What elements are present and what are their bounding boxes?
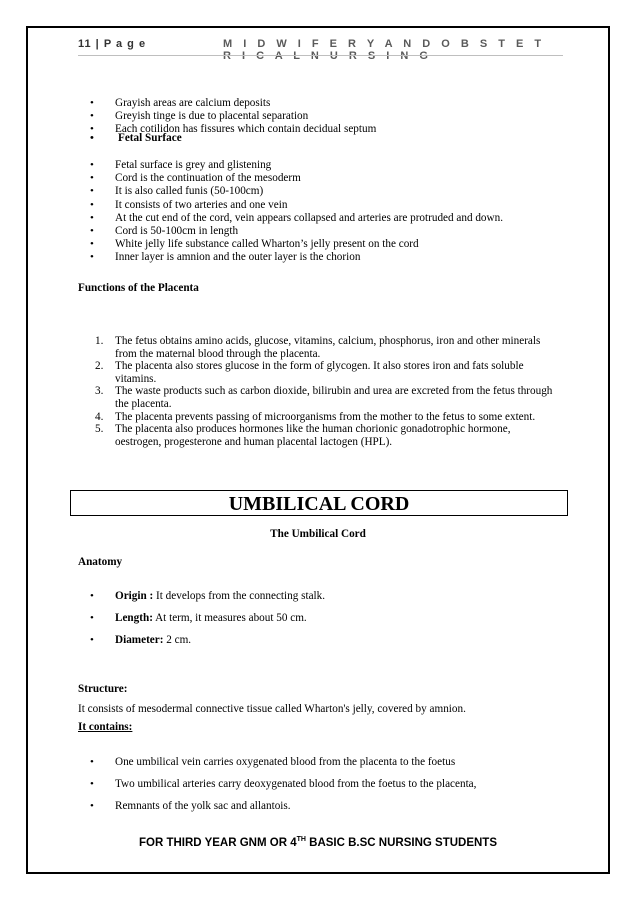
contains-heading: It contains: [78, 721, 133, 733]
list-item: • Remnants of the yolk sac and allantois. [90, 800, 476, 813]
list-item: • White jelly life substance called Wharton’s jelly present on the cord [90, 238, 503, 251]
anatomy-heading: Anatomy [78, 556, 123, 568]
list-item [90, 612, 325, 625]
page-footer [26, 836, 610, 849]
umbilical-subtitle: The Umbilical Cord [270, 528, 366, 540]
anatomy-list [90, 590, 325, 656]
footer-text: FOR THIRD YEAR GNM OR 4 [139, 836, 297, 849]
fetal-surface-list [90, 159, 503, 265]
list-item: • It consists of two arteries and one vein [90, 199, 503, 212]
list-item: • Fetal surface is grey and glistening [90, 159, 503, 172]
list-item: • One umbilical vein carries oxygenated blood from the placenta to the foetus [90, 756, 476, 769]
anatomy-text: At term, it measures about 50 cm. [152, 612, 307, 624]
fetal-surface-heading: • Fetal Surface [90, 132, 182, 145]
footer-superscript: TH [296, 836, 306, 843]
page-number: 11 | P a g e [78, 38, 147, 50]
functions-heading: Functions of the Placenta [78, 282, 199, 294]
header-rule [78, 55, 563, 56]
fetal-surface-heading-list [90, 132, 182, 145]
page-border [26, 26, 610, 874]
umbilical-cord-banner: UMBILICAL CORD [70, 490, 568, 516]
maternal-surface-list [90, 97, 376, 137]
running-title: M I D W I F E R Y A N D O B S T E T R I C A L N U R S I N G [223, 38, 546, 62]
contains-list [90, 756, 476, 822]
list-item [90, 590, 325, 603]
functions-list [90, 335, 560, 448]
list-item: • Two umbilical arteries carry deoxygenated blood from the foetus to the placenta, [90, 778, 476, 791]
anatomy-text: It develops from the connecting stalk. [153, 590, 326, 602]
item-number: 2. [95, 360, 104, 373]
list-item: • Inner layer is amnion and the outer layer is the chorion [90, 251, 503, 264]
structure-heading: Structure: [78, 683, 128, 695]
item-line: oestrogen, progesterone and human placental lactogen (HPL). [115, 435, 393, 448]
item-line: The fetus obtains amino acids, glucose, vitamins, calcium, phosphorus, iron and other minerals [115, 335, 541, 347]
item-line: vitamins. [115, 372, 157, 385]
list-item [90, 423, 560, 448]
list-item [90, 634, 325, 647]
list-item [90, 335, 560, 360]
list-item [90, 385, 560, 410]
anatomy-text: 2 cm. [163, 634, 192, 646]
item-number: 5. [95, 423, 104, 436]
page-header [78, 38, 563, 62]
item-line: the placenta. [115, 397, 172, 410]
list-item: • Each cotilidon has fissures which contain decidual septum [90, 123, 376, 136]
list-item: • Grayish areas are calcium deposits [90, 97, 376, 110]
anatomy-label: Origin : [115, 590, 154, 602]
item-line: The placenta also stores glucose in the form of glycogen. It also stores iron and fats soluble [115, 360, 524, 373]
list-item: • At the cut end of the cord, vein appears collapsed and arteries are protruded and down. [90, 212, 503, 225]
item-number: 3. [95, 385, 104, 398]
list-item: • Greyish tinge is due to placental separation [90, 110, 376, 123]
item-line: from the maternal blood through the placenta. [115, 347, 321, 360]
list-item: • It is also called funis (50-100cm) [90, 185, 503, 198]
list-item: • Cord is 50-100cm in length [90, 225, 503, 238]
anatomy-label: Length: [115, 612, 153, 624]
list-item [90, 411, 560, 424]
item-number: 4. [95, 410, 104, 423]
structure-text: It consists of mesodermal connective tissue called Wharton's jelly, covered by amnion. [78, 703, 466, 715]
anatomy-label: Diameter: [115, 634, 164, 646]
footer-text: BASIC B.SC NURSING STUDENTS [305, 836, 497, 849]
item-number: 1. [95, 335, 104, 347]
item-line: The waste products such as carbon dioxide, bilirubin and urea are excreted from the fetus through [115, 385, 553, 398]
item-line: The placenta also produces hormones like the human chorionic gonadotrophic hormone, [115, 423, 511, 436]
list-item: • Cord is the continuation of the mesoderm [90, 172, 503, 185]
item-line: The placenta prevents passing of microorganisms from the mother to the fetus to some extent. [115, 410, 536, 423]
list-item [90, 360, 560, 385]
